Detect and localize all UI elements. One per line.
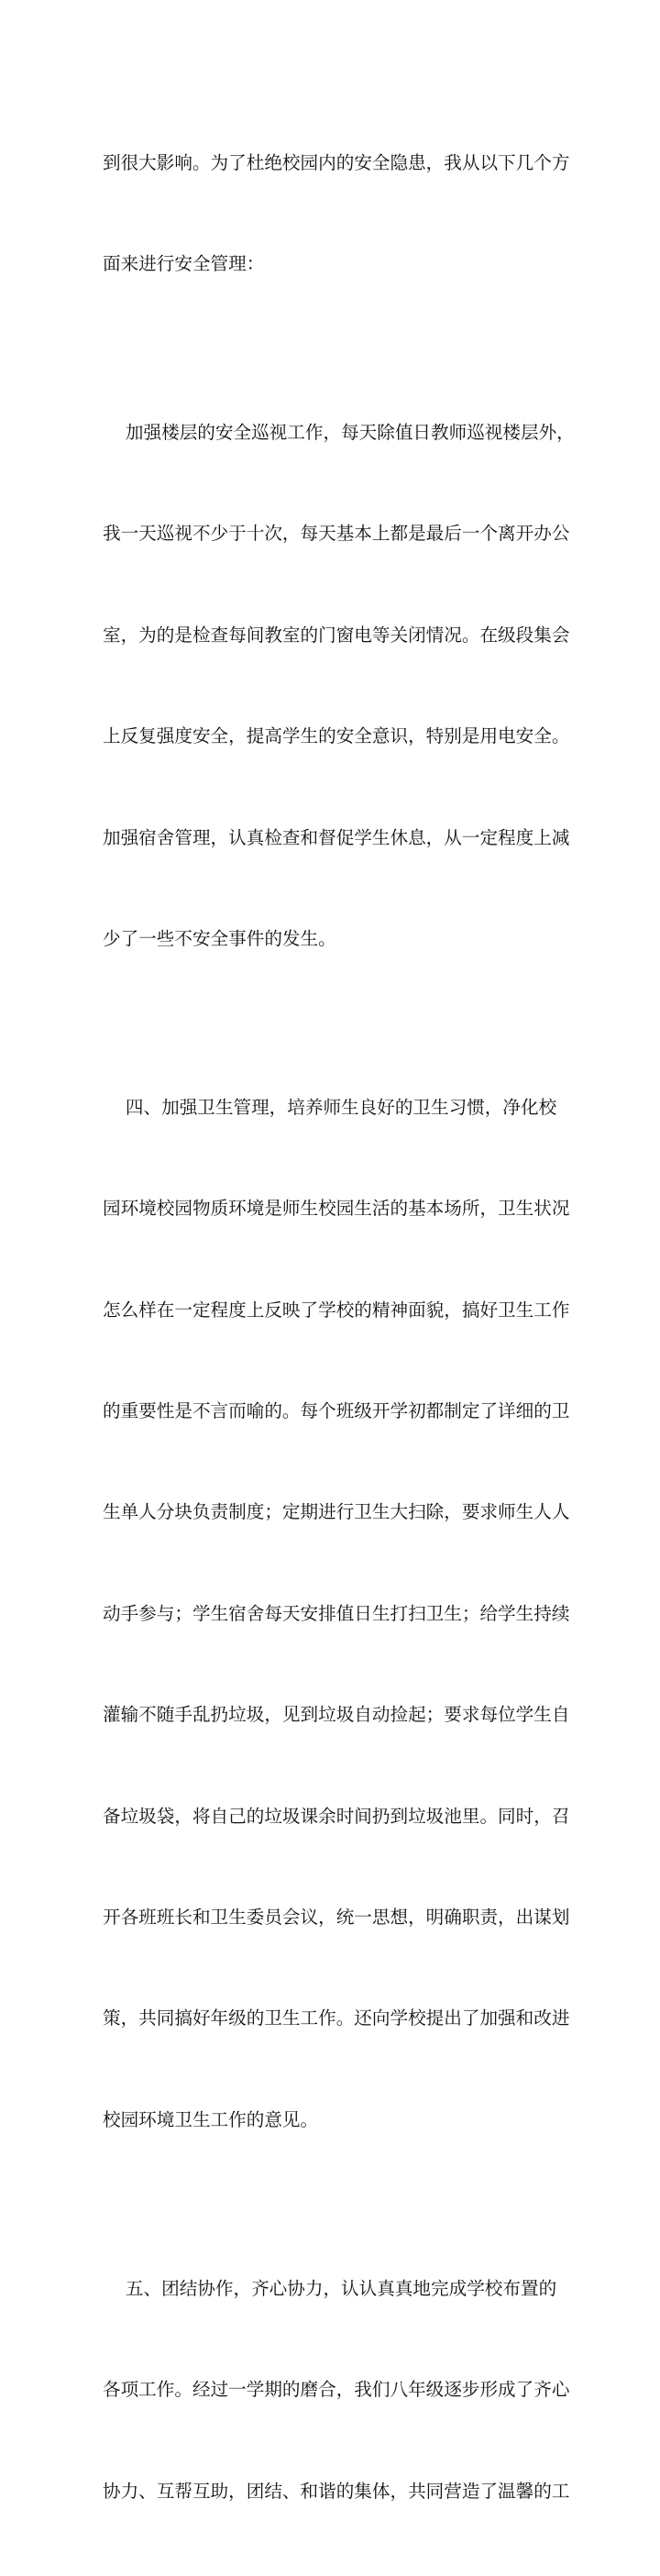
text-line: 备垃圾袋，将自己的垃圾课余时间扔到垃圾池里。同时，召: [103, 1805, 570, 1827]
text-line: 加强宿舍管理，认真检查和督促学生休息，从一定程度上减: [103, 826, 570, 848]
text-line: 我一天巡视不少于十次，每天基本上都是最后一个离开办公: [103, 523, 570, 545]
text-line: 各项工作。经过一学期的磨合，我们八年级逐步形成了齐心: [103, 2379, 570, 2401]
text-line: 动手参与；学生宿舍每天安排值日生打扫卫生；给学生持续: [103, 1602, 570, 1624]
text-line: 室，为的是检查每间教室的门窗电等关闭情况。在级段集会: [103, 624, 570, 646]
text-line: 灌输不随手乱扔垃圾，见到垃圾自动捡起；要求每位学生自: [103, 1704, 570, 1726]
text-line: 面来进行安全管理：: [103, 252, 265, 274]
text-line: 的重要性是不言而喻的。每个班级开学初都制定了详细的卫: [103, 1400, 570, 1422]
text-line: 园环境校园物质环境是师生校园生活的基本场所，卫生状况: [103, 1198, 570, 1220]
text-line: 协力、互帮互助，团结、和谐的集体，共同营造了温馨的工: [103, 2480, 570, 2502]
text-line: 少了一些不安全事件的发生。: [103, 927, 336, 949]
paragraph-hygiene-management: [103, 1023, 570, 2205]
text-line: 校园环境卫生工作的意见。: [103, 2108, 319, 2130]
text-line: 四、加强卫生管理，培养师生良好的卫生习惯，净化校: [103, 1096, 557, 1118]
text-line: 开各班班长和卫生委员会议，统一思想，明确职责，出谋划: [103, 1907, 570, 1929]
document-body: [103, 79, 575, 2576]
text-line: 五、团结协作，齐心协力，认认真真地完成学校布置的: [103, 2277, 557, 2299]
paragraph-safety-intro: [103, 79, 570, 348]
text-line: 到很大影响。为了杜绝校园内的安全隐患，我从以下几个方: [103, 151, 570, 173]
text-line: 上反复强度安全，提高学生的安全意识，特别是用电安全。: [103, 725, 570, 747]
text-line: 策，共同搞好年级的卫生工作。还向学校提出了加强和改进: [103, 2007, 570, 2029]
paragraph-floor-patrol: [103, 348, 575, 1023]
paragraph-teamwork: [103, 2205, 570, 2576]
text-line: 怎么样在一定程度上反映了学校的精神面貌，搞好卫生工作: [103, 1299, 570, 1321]
text-line: 生单人分块负责制度；定期进行卫生大扫除，要求师生人人: [103, 1501, 570, 1523]
text-line: 加强楼层的安全巡视工作，每天除值日教师巡视楼层外，: [103, 421, 575, 443]
